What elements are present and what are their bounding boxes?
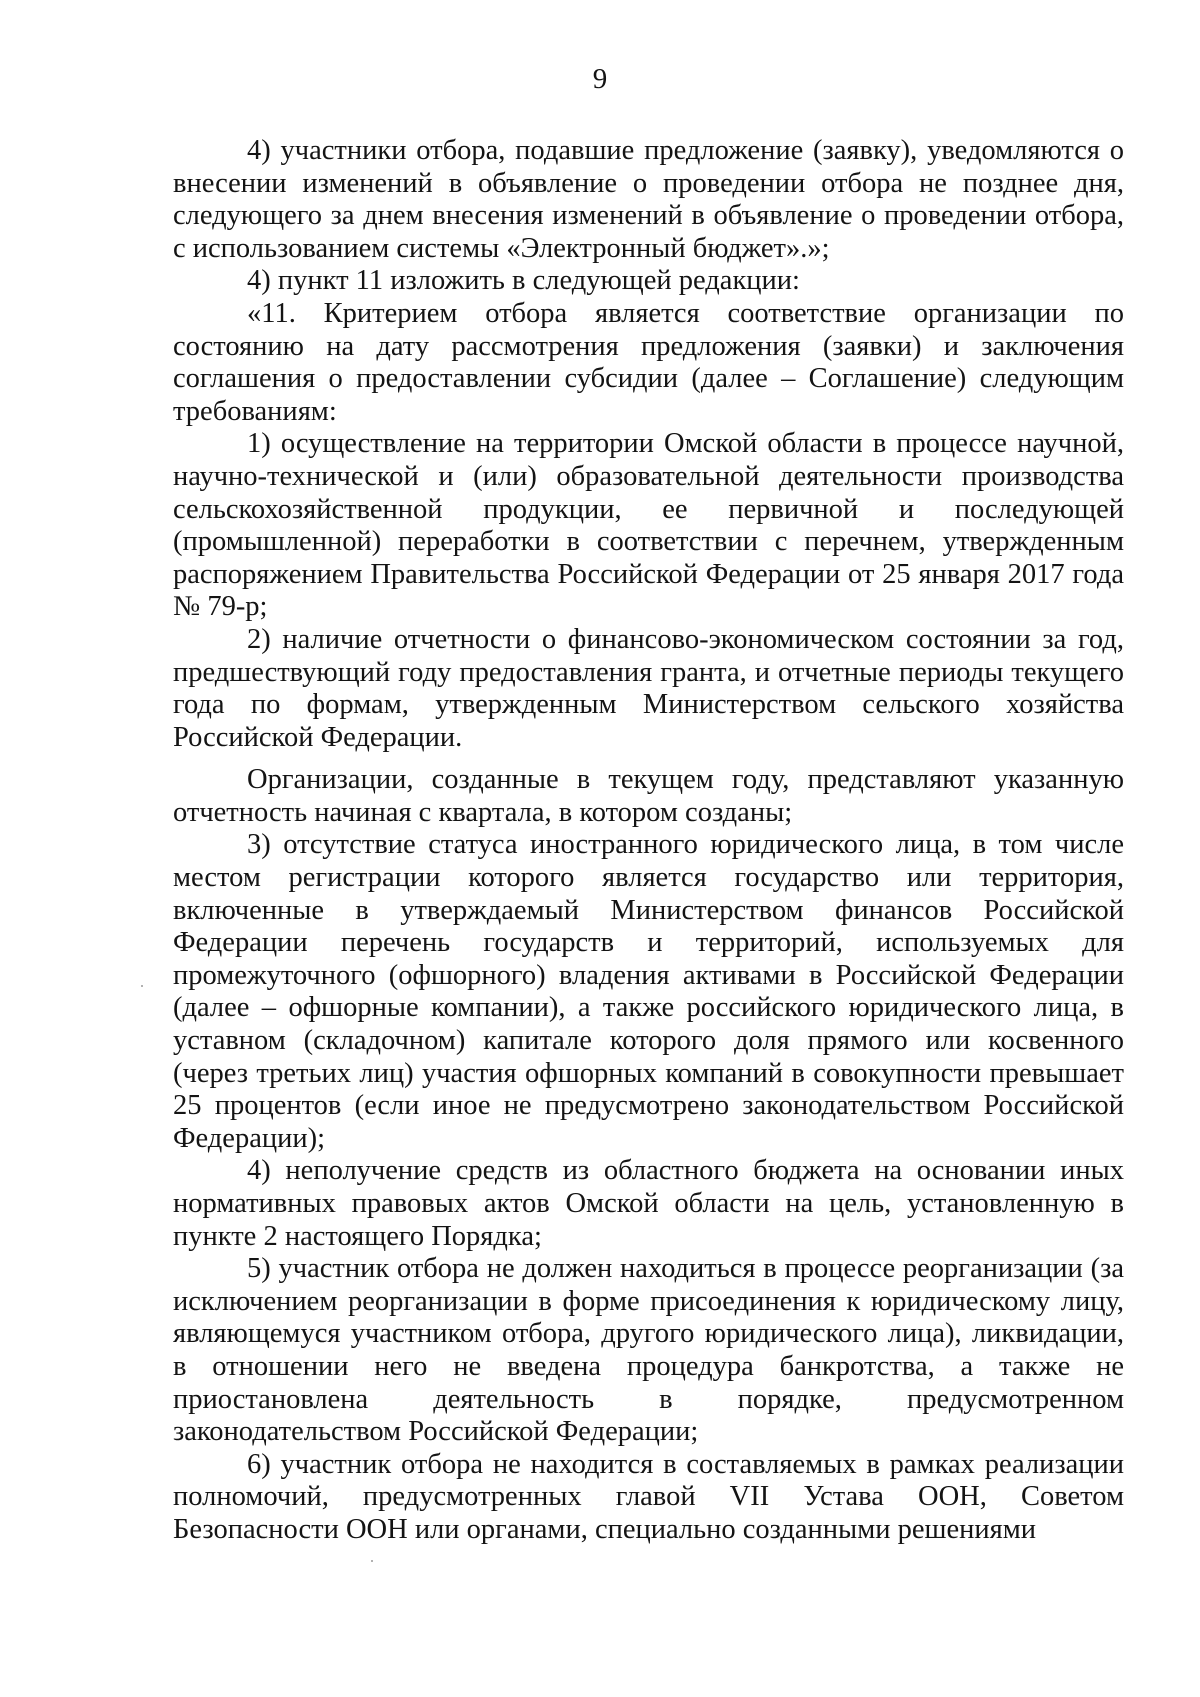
paragraph-requirement-2: 2) наличие отчетности о финансово-экономическом состоянии за год, предшествующий году предоставления гранта, и отчетные периоды текущего года по формам, утвержденным Министерством сельского хозяйства Российской Федерации. bbox=[173, 623, 1124, 753]
paragraph-requirement-5: 5) участник отбора не должен находиться в процессе реорганизации (за исключением реорганизации в форме присоединения к юридическому лицу, являющемуся участником отбора, другого юридического лица), ликвидации, в отношении него не введена процедура банкротства, а также не приостановлена деятельность в порядке, предусмотренном законодательством Российской Федерации; bbox=[173, 1253, 1124, 1448]
paragraph-requirement-4: 4) неполучение средств из областного бюджета на основании иных нормативных правовых актов Омской области на цель, установленную в пункте 2 настоящего Порядка; bbox=[173, 1155, 1124, 1252]
document-body bbox=[173, 135, 1124, 1547]
paragraph-requirement-1: 1) осуществление на территории Омской области в процессе научной, научно-технической и (или) образовательной деятельности производства сельскохозяйственной продукции, ее первичной и последующей (промышленной) переработки в соответствии с перечнем, утвержденным распоряжением Правительства Российской Федерации от 25 января 2017 года № 79-р; bbox=[173, 428, 1124, 623]
paragraph-requirement-3: 3) отсутствие статуса иностранного юридического лица, в том числе местом регистрации которого является государство или территория, включенные в утверждаемый Министерством финансов Российской Федерации перечень государств и территорий, используемых для промежуточного (офшорного) владения активами в Российской Федерации (далее – офшорные компании), а также российского юридического лица, в уставном (складочном) капитале которого доля прямого или косвенного (через третьих лиц) участия офшорных компаний в совокупности превышает 25 процентов (если иное не предусмотрено законодательством Российской Федерации); bbox=[173, 829, 1124, 1154]
paragraph-participants-notified: 4) участники отбора, подавшие предложение (заявку), уведомляются о внесении изменений в объявление о проведении отбора не позднее дня, следующего за днем внесения изменений в объявление о проведении отбора, с использованием системы «Электронный бюджет».»; bbox=[173, 135, 1124, 264]
paragraph-item-11-amendment: 4) пункт 11 изложить в следующей редакции: bbox=[247, 265, 800, 297]
scan-speck bbox=[371, 1560, 373, 1562]
scan-speck bbox=[141, 985, 143, 987]
page-number: 9 bbox=[592, 63, 608, 95]
paragraph-selection-criterion: «11. Критерием отбора является соответствие организации по состоянию на дату рассмотрения предложения (заявки) и заключения соглашения о предоставлении субсидии (далее – Соглашение) следующим требованиям: bbox=[173, 297, 1124, 427]
paragraph-new-organizations: Организации, созданные в текущем году, представляют указанную отчетность начиная с квартала, в котором созданы; bbox=[173, 764, 1124, 828]
paragraph-requirement-6: 6) участник отбора не находится в составляемых в рамках реализации полномочий, предусмотренных главой VII Устава ООН, Советом Безопасности ООН или органами, специально созданными решениями bbox=[173, 1448, 1124, 1545]
